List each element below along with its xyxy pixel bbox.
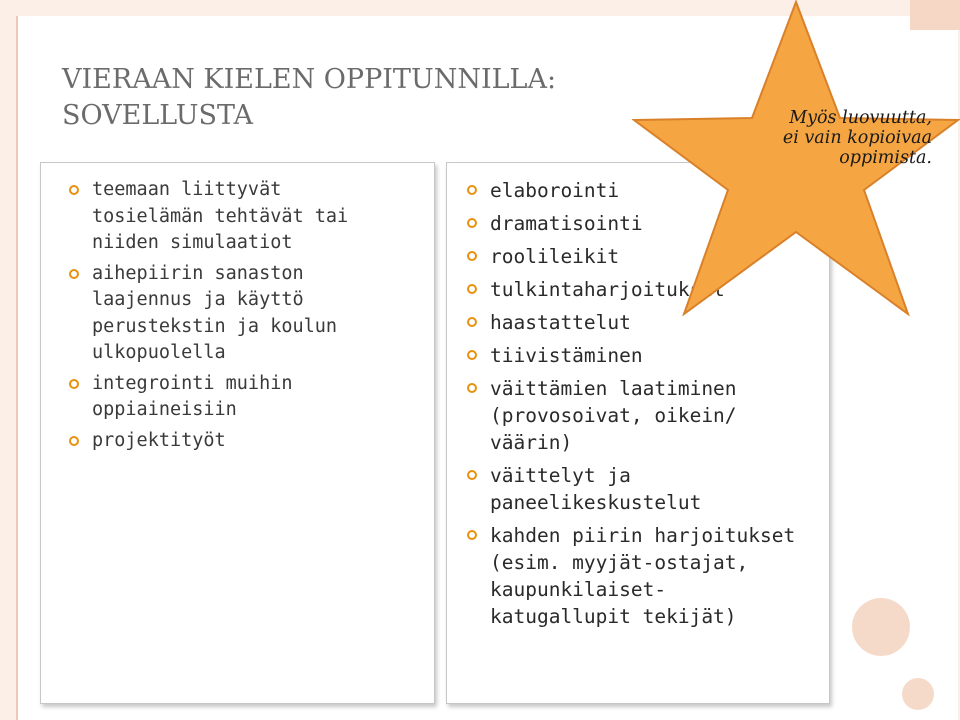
list-item-line: tulkintaharjoitukset bbox=[490, 278, 725, 301]
list-item-line: oppiaineisiin bbox=[92, 399, 237, 420]
list-item-line: perustekstin ja koulun bbox=[92, 315, 338, 337]
list-item bbox=[69, 428, 424, 455]
list-item-line: väittämien laatiminen bbox=[490, 377, 737, 400]
circle-bullet-icon bbox=[467, 317, 477, 327]
list-item-line: laajennus ja käyttö bbox=[92, 289, 304, 310]
circle-bullet-icon bbox=[467, 251, 477, 261]
slide-title-line-1: VIERAAN KIELEN OPPITUNNILLA: bbox=[62, 64, 557, 95]
list-item-line: ulkopuolella bbox=[92, 342, 226, 363]
star-callout bbox=[632, 0, 960, 316]
list-item-line: (provosoivat, oikein/ bbox=[490, 404, 737, 427]
circle-bullet-icon bbox=[467, 218, 477, 228]
list-item-line: kaupunkilaiset- bbox=[490, 578, 667, 601]
left-content-card bbox=[40, 162, 435, 704]
list-item-line: roolileikit bbox=[490, 245, 620, 268]
circle-bullet-icon bbox=[69, 269, 79, 279]
list-item-line: aihepiirin sanaston bbox=[92, 262, 304, 284]
circle-bullet-icon bbox=[69, 436, 79, 446]
list-item-line: niiden simulaatiot bbox=[92, 232, 293, 253]
circle-bullet-icon bbox=[467, 383, 477, 393]
decorative-circle-large bbox=[852, 598, 910, 656]
list-item-line: väittelyt ja bbox=[490, 464, 631, 487]
list-item bbox=[467, 462, 827, 516]
circle-bullet-icon bbox=[467, 284, 477, 294]
list-item bbox=[467, 375, 827, 456]
callout-text bbox=[692, 108, 932, 168]
circle-bullet-icon bbox=[467, 530, 477, 540]
list-item-line: paneelikeskustelut bbox=[490, 491, 702, 514]
decorative-circle-small bbox=[902, 678, 934, 710]
circle-bullet-icon bbox=[467, 470, 477, 480]
list-item bbox=[69, 261, 424, 367]
list-item bbox=[69, 177, 424, 257]
slide-title-line-2: SOVELLUSTA bbox=[62, 100, 254, 132]
list-item-line: tiivistäminen bbox=[490, 344, 643, 367]
list-item-line: (esim. myyjät-ostajat, bbox=[490, 551, 749, 574]
list-item-line: katugallupit tekijät) bbox=[490, 605, 737, 628]
list-item-line: dramatisointi bbox=[490, 212, 643, 235]
list-item bbox=[467, 342, 827, 369]
circle-bullet-icon bbox=[69, 379, 79, 389]
circle-bullet-icon bbox=[467, 185, 477, 195]
list-item-line: integrointi muihin bbox=[92, 372, 293, 394]
list-item-line: projektityöt bbox=[92, 429, 226, 451]
list-item-line: haastattelut bbox=[490, 311, 631, 334]
list-item bbox=[69, 371, 424, 424]
list-item-line: kahden piirin harjoitukset bbox=[490, 524, 796, 547]
circle-bullet-icon bbox=[467, 350, 477, 360]
callout-line: Myös luovuutta, bbox=[789, 108, 932, 128]
slide-title bbox=[62, 62, 556, 135]
list-item-line: väärin) bbox=[490, 431, 573, 454]
list-item-line: tosielämän tehtävät tai bbox=[92, 205, 349, 227]
left-bullet-list bbox=[69, 177, 424, 458]
list-item-line: teemaan liittyvät bbox=[92, 179, 282, 200]
list-item-line: elaborointi bbox=[490, 179, 620, 202]
callout-line: ei vain kopioivaa bbox=[782, 128, 932, 148]
callout-line: oppimista. bbox=[839, 148, 932, 168]
list-item bbox=[467, 522, 827, 630]
circle-bullet-icon bbox=[69, 185, 79, 195]
